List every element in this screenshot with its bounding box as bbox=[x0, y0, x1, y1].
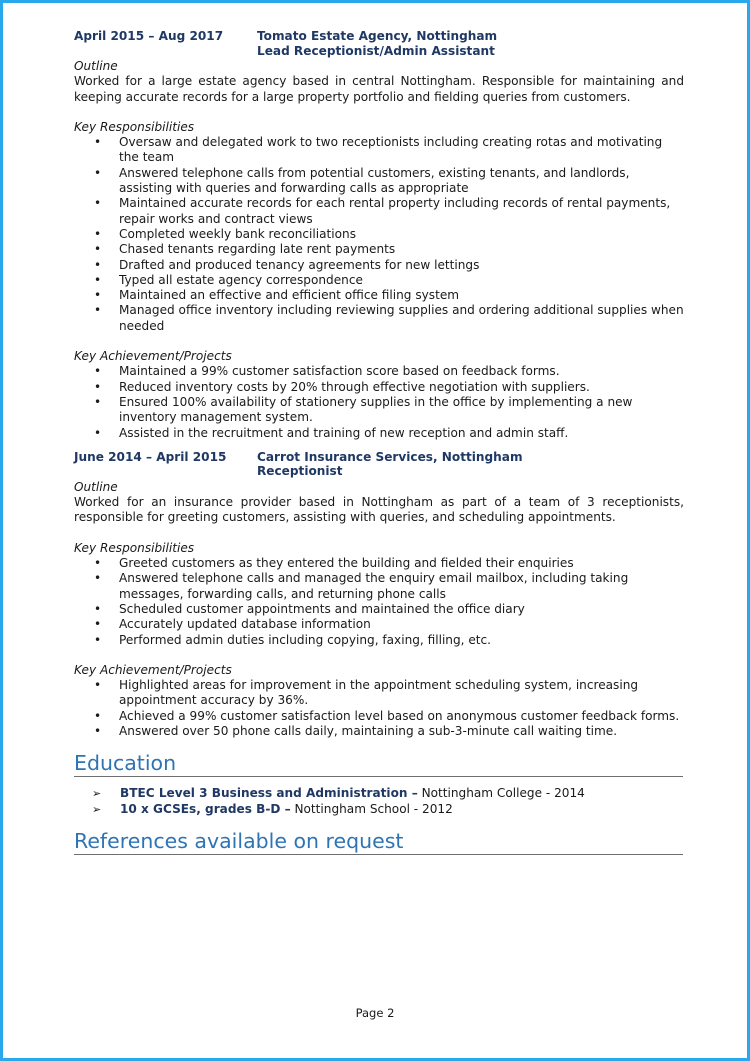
job-dates: April 2015 – Aug 2017 bbox=[74, 29, 224, 43]
list-item: • Ensured 100% availability of stationery supplies in the office by implementing a new inventory management system. bbox=[94, 394, 633, 425]
job-entry bbox=[74, 450, 684, 739]
bullet-icon: • bbox=[94, 723, 102, 738]
list-item: • Greeted customers as they entered the building and fielded their enquiries bbox=[94, 556, 574, 571]
outline-text: Worked for a large estate agency based in central Nottingham. Responsible for maintaining and keeping accurate records for a large property portfolio and fielding queries from customers. bbox=[74, 74, 684, 104]
bullet-icon: • bbox=[94, 303, 102, 318]
list-item: • Achieved a 99% customer satisfaction level based on anonymous customer feedback forms. bbox=[94, 708, 680, 723]
responsibilities-label: Key Responsibilities bbox=[74, 540, 195, 555]
list-item: • Completed weekly bank reconciliations bbox=[94, 226, 357, 241]
bullet-icon: • bbox=[94, 242, 102, 257]
responsibilities-label: Key Responsibilities bbox=[74, 119, 195, 134]
list-item: • Oversaw and delegated work to two receptionists including creating rotas and motivating the team bbox=[94, 135, 663, 165]
list-item: • Chased tenants regarding late rent payments bbox=[94, 242, 396, 257]
job-entry bbox=[74, 29, 684, 441]
outline-label: Outline bbox=[74, 59, 118, 73]
bullet-icon: • bbox=[94, 571, 102, 586]
job-employer: Tomato Estate Agency, Nottingham bbox=[257, 29, 498, 43]
list-item bbox=[74, 802, 684, 817]
list-item: • Answered over 50 phone calls daily, maintaining a sub-3-minute call waiting time. bbox=[94, 723, 618, 738]
list-item: • Answered telephone calls from potential customers, existing tenants, and landlords, assisting with queries and forwarding calls as appropriate bbox=[94, 165, 630, 196]
qualification-detail: Nottingham School - 2012 bbox=[290, 801, 453, 816]
list-item: • Answered telephone calls and managed the enquiry email mailbox, including taking messages, forwarding calls, and returning phone calls bbox=[94, 571, 629, 601]
bullet-icon: • bbox=[94, 617, 102, 632]
job-header bbox=[74, 450, 684, 479]
job-header bbox=[74, 29, 684, 58]
cv-content bbox=[74, 29, 684, 855]
list-item: • Maintained accurate records for each rental property including records of rental payments, repair works and contract views bbox=[94, 196, 671, 226]
job-employer: Carrot Insurance Services, Nottingham bbox=[257, 449, 523, 464]
responsibilities-list bbox=[74, 556, 684, 648]
list-item: • Accurately updated database information bbox=[94, 617, 371, 632]
list-item: • Reduced inventory costs by 20% through effective negotiation with suppliers. bbox=[94, 379, 590, 394]
bullet-icon: • bbox=[94, 272, 102, 287]
list-item: • Assisted in the recruitment and training of new reception and admin staff. bbox=[94, 425, 569, 440]
list-item: • Highlighted areas for improvement in the appointment scheduling system, increasing appointment accuracy by 36%. bbox=[94, 678, 639, 708]
list-item: • Maintained a 99% customer satisfaction score based on feedback forms. bbox=[94, 364, 560, 379]
bullet-icon: • bbox=[94, 632, 102, 647]
outline-text: Worked for an insurance provider based in Nottingham as part of a team of 3 receptionists, responsible for greeting customers, assisting with queries, and scheduling appointments. bbox=[74, 495, 684, 525]
bullet-icon: • bbox=[94, 678, 102, 693]
education-heading: Education bbox=[74, 751, 683, 777]
arrow-bullet-icon: ➢ bbox=[92, 802, 102, 816]
list-item: • Scheduled customer appointments and maintained the office diary bbox=[94, 601, 525, 616]
achievements-label: Key Achievement/Projects bbox=[74, 349, 232, 364]
list-item: • Drafted and produced tenancy agreements for new lettings bbox=[94, 257, 480, 272]
education-list bbox=[74, 786, 684, 817]
bullet-icon: • bbox=[94, 135, 102, 150]
bullet-icon: • bbox=[94, 196, 102, 211]
qualification: 10 x GCSEs, grades B-D – bbox=[120, 801, 291, 816]
bullet-icon: • bbox=[94, 364, 102, 379]
qualification: BTEC Level 3 Business and Administration – bbox=[120, 786, 418, 801]
bullet-icon: • bbox=[94, 165, 102, 180]
job-role: Lead Receptionist/Admin Assistant bbox=[257, 43, 495, 58]
achievements-label: Key Achievement/Projects bbox=[74, 662, 232, 677]
references-heading: References available on request bbox=[74, 829, 683, 855]
bullet-icon: • bbox=[94, 257, 102, 272]
bullet-icon: • bbox=[94, 556, 102, 571]
bullet-icon: • bbox=[94, 226, 102, 241]
list-item bbox=[74, 786, 684, 801]
bullet-icon: • bbox=[94, 708, 102, 723]
responsibilities-list bbox=[74, 135, 684, 334]
job-role: Receptionist bbox=[257, 464, 343, 479]
bullet-icon: • bbox=[94, 394, 102, 409]
outline-label: Outline bbox=[74, 479, 118, 494]
page-number: Page 2 bbox=[355, 1006, 395, 1020]
bullet-icon: • bbox=[94, 601, 102, 616]
list-item: • Managed office inventory including reviewing supplies and ordering additional supplies when needed bbox=[94, 303, 684, 333]
bullet-icon: • bbox=[94, 425, 102, 440]
achievements-list bbox=[74, 364, 684, 440]
arrow-bullet-icon: ➢ bbox=[92, 787, 102, 801]
job-dates: June 2014 – April 2015 bbox=[74, 449, 227, 464]
bullet-icon: • bbox=[94, 379, 102, 394]
qualification-detail: Nottingham College - 2014 bbox=[417, 786, 585, 801]
achievements-list bbox=[74, 678, 684, 739]
bullet-icon: • bbox=[94, 288, 102, 303]
list-item: • Maintained an effective and efficient office filing system bbox=[94, 288, 460, 303]
list-item: • Performed admin duties including copying, faxing, filling, etc. bbox=[94, 632, 492, 647]
list-item: • Typed all estate agency correspondence bbox=[94, 272, 363, 287]
